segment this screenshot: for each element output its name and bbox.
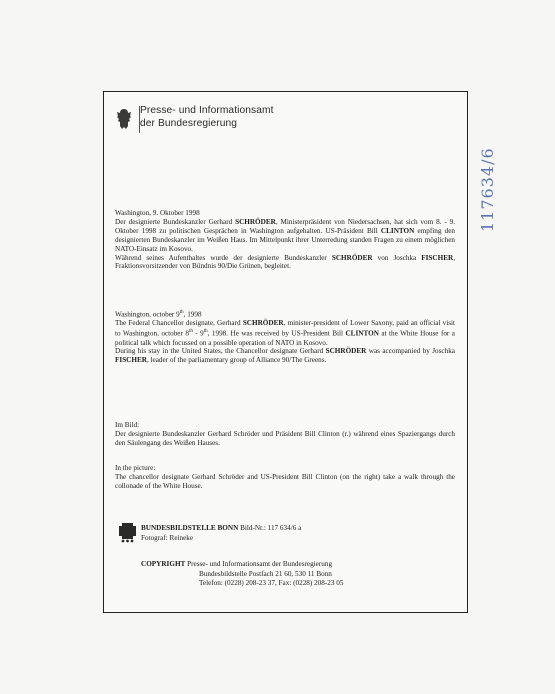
caption-english-label: In the picture: [115,464,156,472]
english-text [115,309,455,365]
copyright-line-1: COPYRIGHT Presse- und Informationsamt der Bundesregierung [141,560,333,568]
document-frame [103,91,468,613]
caption-german-label: Im Bild: [115,421,140,429]
english-dateline: Washington, october 9th, 1998 [115,310,202,319]
english-paragraph-2: During his stay in the United States, the Chancellor designate Gerhard SCHRÖDER was accompanied by Joschka FISCHER, leader of the parliamentary group of Alliance 90/The Greens. [115,347,455,365]
federal-eagle-icon [116,107,132,131]
copyright-block [141,560,461,589]
letterhead-title [140,104,440,130]
letterhead-line-2: der Bundesregierung [140,118,238,129]
bundesbildstelle-logo-icon [119,522,137,544]
bild-info [141,524,461,543]
letterhead-line-1: Presse- und Informationsamt [140,105,274,116]
caption-english [115,464,455,491]
caption-english-text: The chancellor designate Gerhard Schröder and US-President Bill Clinton (on the right) take a walk through the collonade of the White House. [115,472,455,490]
handwritten-note: 117634/6 [478,147,497,232]
english-paragraph-1: The Federal Chancellor designate, Gerhard SCHRÖDER, minister-president of Lower Saxony, paid an official visit to Washington, october 8th - 9th, 1998. He was received by US-President Bill CLINTON at the White House for a political talk which focussed on a possible operation of NATO in Kosovo. [115,319,456,347]
copyright-line-2: Bundesbildstelle Postfach 21 60, 530 11 Bonn [199,569,332,578]
bild-number-line: BUNDESBILDSTELLE BONN Bild-Nr.: 117 634/6 a [141,524,302,532]
caption-german-text: Der designierte Bundeskanzler Gerhard Schröder und Präsident Bill Clinton (r.) während eines Spaziergangs durch den Säulengang des Weißen Hauses. [115,429,455,447]
fotograf-line: Fotograf: Reineke [141,533,194,542]
german-dateline: Washington, 9. Oktober 1998 [115,209,200,217]
german-text [115,209,455,271]
caption-german [115,421,455,448]
copyright-line-3: Telefon: (0228) 208-23 37, Fax: (0228) 208-23 05 [199,579,344,588]
german-paragraph-2: Während seines Aufenthaltes wurde der designierte Bundeskanzler SCHRÖDER von Joschka FISCHER, Fraktionsvorsitzender von Bündnis 90/Die Grünen, begleitet. [115,253,455,271]
german-paragraph-1: Der designierte Bundeskanzler Gerhard SCHRÖDER, Ministerpräsident von Niedersachsen, hat sich vom 8. - 9. Oktober 1998 zu politischen Gesprächen in Washington aufgehalten. US-Präsident Bill CLINTON empfing den designierten Bundeskanzler im Weißen Haus. Im Mittelpunkt ihrer Unterredung standen Fragen zu einem möglichen NATO-Einsatz im Kosovo. [115,217,455,253]
